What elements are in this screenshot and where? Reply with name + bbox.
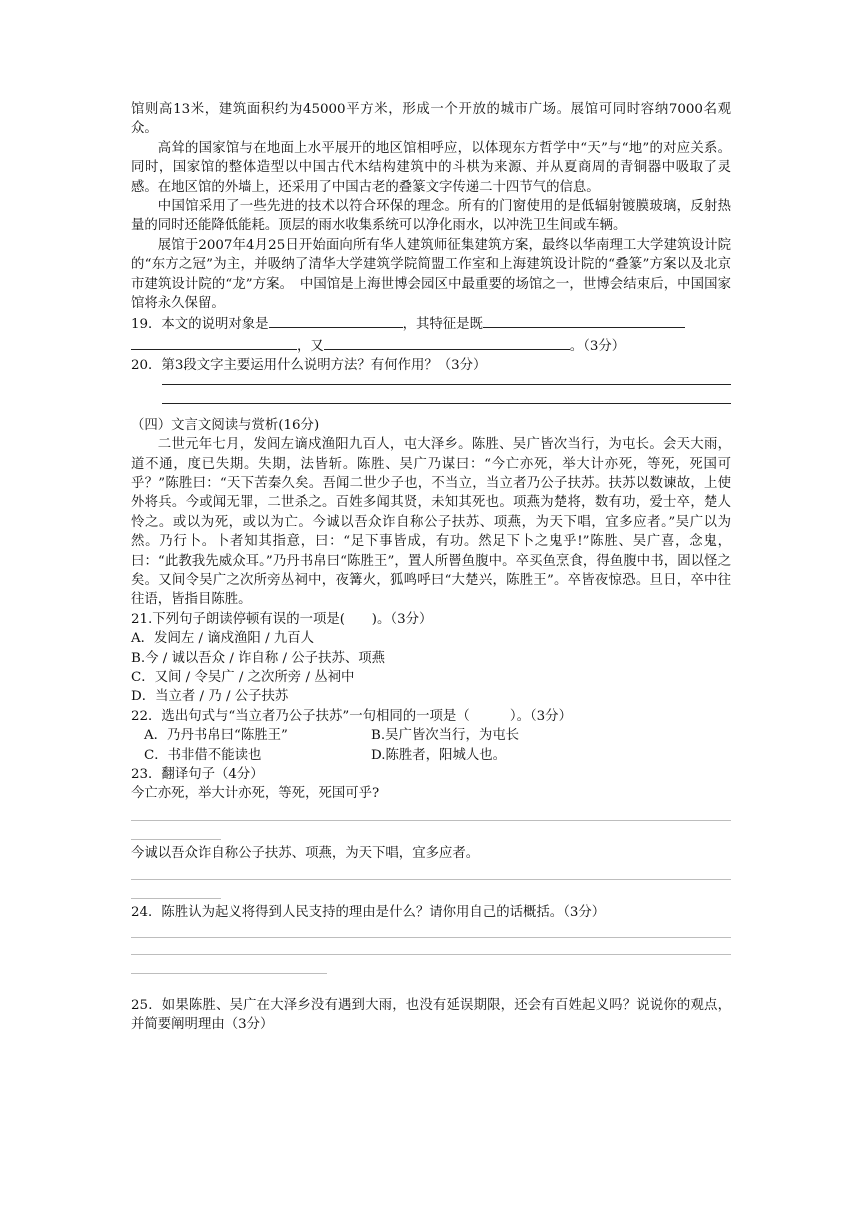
question-23-stem: 23．翻译句子（4分）	[131, 767, 264, 782]
article-paragraph-3: 中国馆采用了一些先进的技术以符合环保的理念。所有的门窗使用的是低辐射镀膜玻璃，反射热量的同时还能降低能耗。顶层的雨水收集系统可以净化雨水，以冲洗卫生间或车辆。	[131, 199, 731, 234]
article-paragraph-1: 馆则高13米，建筑面积约为45000平方米，形成一个开放的城市广场。展馆可同时容纳7000名观众。	[131, 102, 731, 137]
section-4-title: （四）文言文阅读与赏析(16分)	[131, 417, 320, 433]
q19-text-3: ，又	[297, 338, 324, 354]
q21-option-c[interactable]: C．又间 / 令吴广 / 之次所旁 / 丛祠中	[131, 669, 355, 685]
q23-sentence-1: 今亡亦死，举大计亦死，等死，死国可乎?	[131, 786, 380, 802]
q22-option-d[interactable]: D.陈胜者，阳城人也。	[371, 747, 507, 763]
q21-option-b[interactable]: B.今 / 诚以吾众 / 诈自称 / 公子扶苏、项燕	[131, 650, 386, 666]
question-20: 20．第3段文字主要运用什么说明方法？有何作用？（3分）	[131, 358, 487, 374]
q24-answer-line-1[interactable]	[131, 937, 731, 938]
q21-option-d[interactable]: D．当立者 / 乃 / 公子扶苏	[131, 689, 289, 705]
q24-answer-line-end[interactable]	[131, 973, 327, 974]
q23-answer-line-2-end[interactable]	[131, 898, 221, 899]
article-paragraph-2: 高耸的国家馆与在地面上水平展开的地区馆相呼应，以体现东方哲学中“天”与“地”的对应关系。同时，国家馆的整体造型以中国古代木结构建筑中的斗栱为来源、并从夏商周的青铜器中吸取了灵感。在地区馆的外墙上，还采用了中国古老的叠篆文字传递二十四节气的信息。	[131, 140, 731, 195]
q23-answer-line-1[interactable]	[131, 820, 731, 821]
q19-text-2: ，其特征是既	[402, 317, 483, 333]
q21-option-a[interactable]: A．发闾左 / 谪戍渔阳 / 九百人	[131, 631, 315, 647]
exam-page	[131, 100, 731, 1034]
q23-answer-line-2[interactable]	[131, 879, 731, 880]
question-21-stem: 21.下列句子朗读停顿有误的一项是( )。（3分）	[131, 611, 433, 627]
q22-option-b[interactable]: B.吴广皆次当行，为屯长	[371, 728, 520, 744]
q19-blank-feature-1[interactable]	[483, 313, 685, 328]
q23-answer-line-1-end[interactable]	[131, 839, 221, 840]
question-24: 24．陈胜认为起义将得到人民支持的理由是什么？请你用自己的话概括。（3分）	[131, 905, 606, 921]
q19-blank-feature-1-cont[interactable]	[131, 335, 297, 350]
q22-option-c[interactable]: C．书非借不能读也	[144, 747, 262, 763]
q24-answer-line-2[interactable]	[131, 954, 731, 955]
q20-answer-line-1[interactable]	[162, 384, 731, 385]
q22-option-a[interactable]: A．乃丹书帛曰“陈胜王”	[144, 728, 288, 744]
article-paragraph-4: 展馆于2007年4月25日开始面向所有华人建筑师征集建筑方案，最终以华南理工大学建筑设计院的“东方之冠”为主，并吸纳了清华大学建筑学院简盟工作室和上海建筑设计院的“叠篆”方案以及北京市建筑设计院的“龙”方案。 中国馆是上海世博会园区中最重要的场馆之一，世博会结束后，中国国家馆将永久保留。	[131, 237, 731, 312]
classical-passage: 二世元年七月，发闾左谪戍渔阳九百人，屯大泽乡。陈胜、吴广皆次当行，为屯长。会天大雨，道不通，度已失期。失期，法皆斩。陈胜、吴广乃谋曰：“今亡亦死，举大计亦死，等死，死国可乎？”陈胜曰：“天下苦秦久矣。吾闻二世少子也，不当立，当立者乃公子扶苏。扶苏以数谏故，上使外将兵。今或闻无罪，二世杀之。百姓多闻其贤，未知其死也。项燕为楚将，数有功，爱士卒，楚人怜之。或以为死，或以为亡。今诚以吾众诈自称公子扶苏、项燕，为天下唱，宜多应者。”吴广以为然。乃行卜。卜者知其指意，曰：“足下事皆成，有功。然足下卜之鬼乎!”陈胜、吴广喜，念鬼，曰：“此教我先威众耳。”乃丹书帛曰“陈胜王”，置人所罾鱼腹中。卒买鱼烹食，得鱼腹中书，固以怪之矣。又间令吴广之次所旁丛祠中，夜篝火，狐鸣呼曰“大楚兴，陈胜王”。卒皆夜惊恐。旦日，卒中往往语，皆指目陈胜。	[131, 437, 731, 608]
q19-blank-feature-2[interactable]	[324, 335, 570, 350]
q19-blank-object[interactable]	[269, 313, 403, 328]
question-19	[131, 313, 731, 356]
q19-text-4: 。（3分）	[569, 338, 626, 354]
question-22-stem: 22．选出句式与“当立者乃公子扶苏”一句相同的一项是（ ）。（3分）	[131, 708, 572, 724]
q20-answer-line-2[interactable]	[162, 403, 731, 404]
q19-text-1: 19．本文的说明对象是	[131, 317, 269, 333]
q23-sentence-2: 今诚以吾众诈自称公子扶苏、项燕，为天下唱，宜多应者。	[131, 845, 480, 861]
question-25: 25．如果陈胜、吴广在大泽乡没有遇到大雨，也没有延误期限，还会有百姓起义吗？说说你的观点，并简要阐明理由（3分）	[131, 997, 731, 1033]
